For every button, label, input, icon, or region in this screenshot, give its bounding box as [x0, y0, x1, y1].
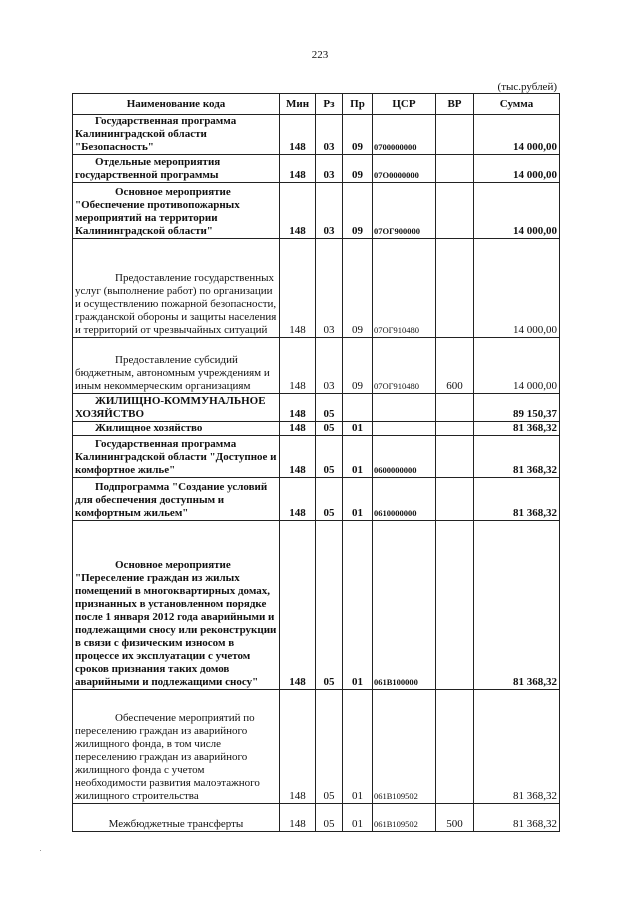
row-min: 148 [280, 239, 316, 338]
row-pr: 09 [343, 338, 373, 394]
table-row [73, 422, 560, 436]
row-sum: 81 368,32 [474, 436, 560, 478]
row-min: 148 [280, 436, 316, 478]
col-header-vr: ВР [436, 94, 474, 115]
row-name: Предоставление субсидий бюджетным, автономным учреждениям и иным некоммерческим организациям [73, 338, 280, 394]
row-sum: 14 000,00 [474, 155, 560, 183]
table-row [73, 394, 560, 422]
row-sum: 14 000,00 [474, 239, 560, 338]
row-pr: 01 [343, 478, 373, 521]
row-vr [436, 422, 474, 436]
row-pr: 01 [343, 521, 373, 690]
col-header-min: Мин [280, 94, 316, 115]
row-rz: 03 [316, 155, 343, 183]
row-sum: 89 150,37 [474, 394, 560, 422]
row-min: 148 [280, 183, 316, 239]
row-rz: 03 [316, 115, 343, 155]
row-name: Межбюджетные трансферты [73, 804, 280, 832]
row-csr: 061В109502 [373, 690, 436, 804]
table-row [73, 804, 560, 832]
row-name: Основное мероприятие "Переселение граждан из жилых помещений в многоквартирных домах, признанных в установленном порядке после 1 января 2012 года аварийными и подлежащими сносу или реконструкции в связи с физическим износом в процессе их эксплуатации с учетом сроков признания таких домов аварийными и подлежащими сносу" [73, 521, 280, 690]
col-header-csr: ЦСР [373, 94, 436, 115]
col-header-rz: Рз [316, 94, 343, 115]
row-vr: 500 [436, 804, 474, 832]
row-name: Государственная программа Калининградской области "Доступное и комфортное жилье" [73, 436, 280, 478]
scan-speck [40, 850, 41, 851]
budget-table [72, 93, 560, 832]
row-rz: 05 [316, 804, 343, 832]
row-name: Подпрограмма "Создание условий для обеспечения доступным и комфортным жильем" [73, 478, 280, 521]
row-vr [436, 521, 474, 690]
row-rz: 05 [316, 521, 343, 690]
row-name: Отдельные мероприятия государственной программы [73, 155, 280, 183]
row-rz: 05 [316, 394, 343, 422]
row-rz: 05 [316, 436, 343, 478]
row-vr [436, 239, 474, 338]
row-csr: 0610000000 [373, 478, 436, 521]
col-header-sum: Сумма [474, 94, 560, 115]
row-rz: 03 [316, 183, 343, 239]
row-pr: 01 [343, 436, 373, 478]
col-header-name: Наименование кода [73, 94, 280, 115]
row-pr: 09 [343, 183, 373, 239]
row-csr: 0600000000 [373, 436, 436, 478]
row-name: Государственная программа Калининградской области "Безопасность" [73, 115, 280, 155]
row-csr: 07О0000000 [373, 155, 436, 183]
row-min: 148 [280, 478, 316, 521]
page-number: 223 [311, 49, 329, 61]
row-vr [436, 155, 474, 183]
table-row [73, 155, 560, 183]
table-row [73, 690, 560, 804]
row-pr: 01 [343, 804, 373, 832]
row-min: 148 [280, 690, 316, 804]
row-csr: 07ОГ910480 [373, 338, 436, 394]
row-vr [436, 115, 474, 155]
row-rz: 05 [316, 690, 343, 804]
row-min: 148 [280, 338, 316, 394]
row-sum: 14 000,00 [474, 338, 560, 394]
row-sum: 81 368,32 [474, 690, 560, 804]
row-min: 148 [280, 115, 316, 155]
row-pr: 09 [343, 239, 373, 338]
row-csr: 061В109502 [373, 804, 436, 832]
row-sum: 81 368,32 [474, 478, 560, 521]
table-header-row [73, 94, 560, 115]
table-row [73, 338, 560, 394]
table-row [73, 478, 560, 521]
row-vr [436, 394, 474, 422]
row-name: Основное мероприятие "Обеспечение противопожарных мероприятий на территории Калининградской области" [73, 183, 280, 239]
row-min: 148 [280, 155, 316, 183]
row-vr: 600 [436, 338, 474, 394]
row-sum: 14 000,00 [474, 115, 560, 155]
row-csr [373, 422, 436, 436]
row-rz: 05 [316, 478, 343, 521]
row-csr [373, 394, 436, 422]
row-vr [436, 478, 474, 521]
table-row [73, 521, 560, 690]
row-rz: 05 [316, 422, 343, 436]
row-pr: 09 [343, 115, 373, 155]
row-vr [436, 436, 474, 478]
col-header-pr: Пр [343, 94, 373, 115]
table-row [73, 436, 560, 478]
row-csr: 07ОГ900000 [373, 183, 436, 239]
row-pr: 01 [343, 422, 373, 436]
row-min: 148 [280, 521, 316, 690]
row-vr [436, 183, 474, 239]
row-min: 148 [280, 394, 316, 422]
row-pr [343, 394, 373, 422]
row-rz: 03 [316, 338, 343, 394]
row-vr [436, 690, 474, 804]
row-rz: 03 [316, 239, 343, 338]
row-sum: 14 000,00 [474, 183, 560, 239]
row-min: 148 [280, 422, 316, 436]
row-name: Обеспечение мероприятий по переселению граждан из аварийного жилищного фонда, в том числе переселению граждан из аварийного жилищного фонда с учетом необходимости развития малоэтажного жилищного строительства [73, 690, 280, 804]
row-csr: 0700000000 [373, 115, 436, 155]
row-name: Предоставление государственных услуг (выполнение работ) по организации и осуществлению пожарной безопасности, гражданской обороны и защиты населения и территорий от чрезвычайных ситуаций [73, 239, 280, 338]
row-pr: 01 [343, 690, 373, 804]
row-sum: 81 368,32 [474, 521, 560, 690]
row-name: Жилищное хозяйство [73, 422, 280, 436]
row-csr: 07ОГ910480 [373, 239, 436, 338]
row-pr: 09 [343, 155, 373, 183]
row-name: ЖИЛИЩНО-КОММУНАЛЬНОЕ ХОЗЯЙСТВО [73, 394, 280, 422]
table-row [73, 115, 560, 155]
row-sum: 81 368,32 [474, 422, 560, 436]
row-min: 148 [280, 804, 316, 832]
table-row [73, 183, 560, 239]
table-row [73, 239, 560, 338]
units-label: (тыс.рублей) [497, 81, 557, 93]
row-sum: 81 368,32 [474, 804, 560, 832]
row-csr: 061В100000 [373, 521, 436, 690]
